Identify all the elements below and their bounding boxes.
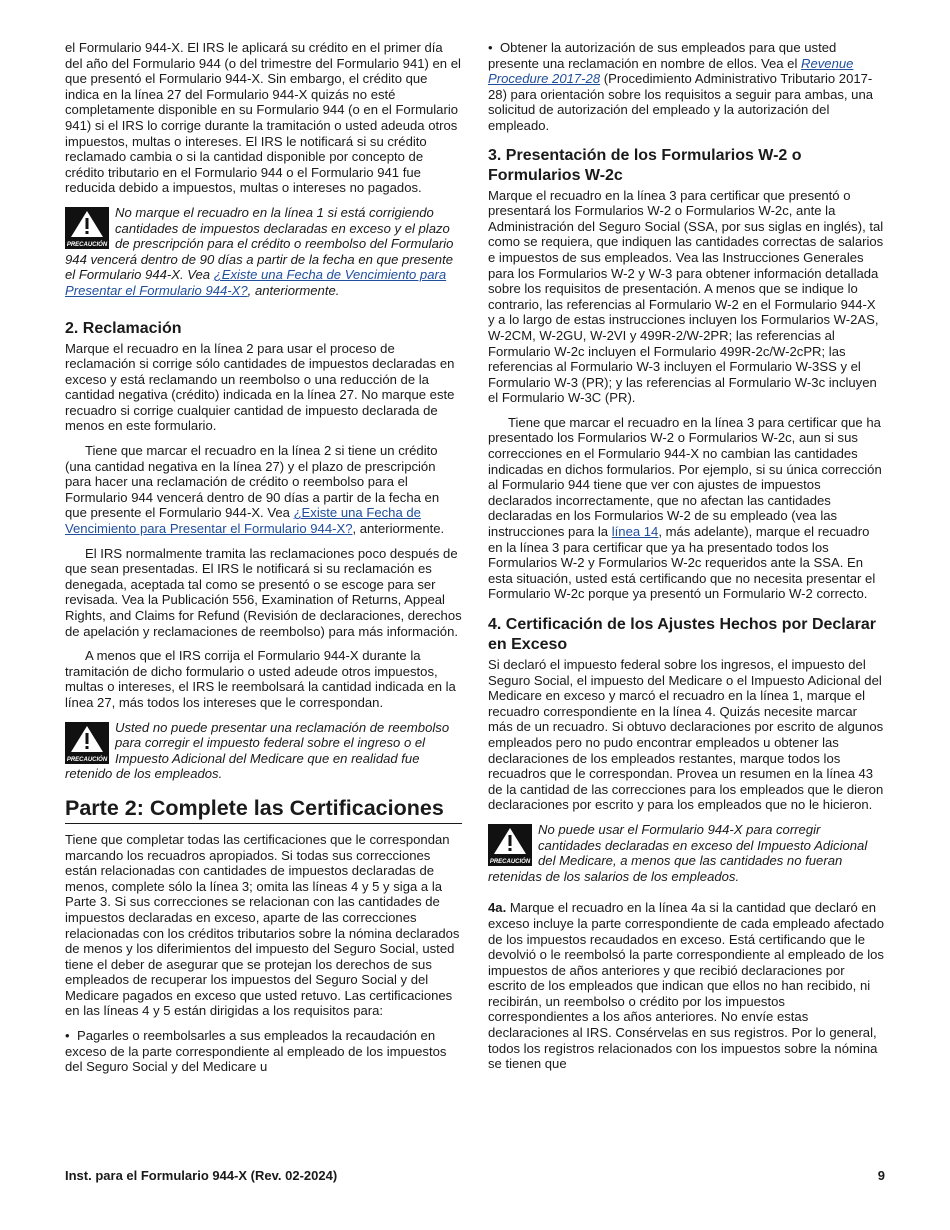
reclamacion-paragraph-2: [65, 443, 462, 537]
caution-tail-1: , anteriormente.: [247, 282, 340, 298]
bullet-text-2-tail: (Procedimiento Administrativo Tributario 2017-28) para orientación sobre los requisitos a seguir para ambas, una solicitud de autorización del empleado y la autorización del empleado.: [488, 71, 874, 133]
left-column: [65, 40, 462, 1079]
linea-4a-paragraph: [488, 900, 885, 1072]
presentacion-paragraph-1: Marque el recuadro en la línea 3 para certificar que presentó o presentará los Formularios W-2 o Formularios W-2c, ante la Administración del Seguro Social (SSA, por sus siglas en inglés), tal como se requiera, que indiquen las cantidades correctas de salarios e impuestos de sus empleados. Vea las Instrucciones Generales para los Formularios W-2 y W-3 para obtener información detallada sobre los requisitos de presentación. A menos que se indique lo contrario, las referencias al Formulario W-2 en el Formulario 944-X y a lo largo de estas instrucciones incluyen los Formularios W-2AS, W-2CM, W-2GU, W-2VI y 499R-2/W-2PR; las referencias al Formulario W-2c incluyen el Formulario 499R-2c/W-2cPR; las referencias al Formulario W-3 incluyen el Formulario W-3SS y el Formulario W-3 (PR); y las referencias al Formulario W-3c incluyen el Formulario W-3C (PR).: [488, 187, 884, 406]
caution-icon: [65, 207, 109, 249]
caution-icon: [65, 722, 109, 764]
reclamacion-paragraph-3: El IRS normalmente tramita las reclamaciones poco después de que sean presentadas. El IRS le notificará si su reclamación es denegada, aceptada tal como se presentó o se escoge para ser revisada. Vea la Publicación 556, Examination of Returns, Appeal Rights, and Claims for Refund (Revisión de declaraciones, derechos de apelación y reclamaciones de reembolso) para más información.: [65, 545, 462, 639]
bullet-item-2: [488, 40, 885, 134]
right-column: [488, 40, 885, 1081]
caution-icon: [488, 824, 532, 866]
heading-parte-2: Parte 2: Complete las Certificaciones: [65, 794, 462, 824]
caution-text-2: Usted no puede presentar una reclamación de reembolso para corregir el impuesto federal sobre el ingreso o el Impuesto Adicional del Medicare que en realidad fue retenido de los empleados.: [65, 719, 450, 782]
bullet-icon: •: [488, 40, 493, 55]
bullet-text-2: Obtener la autorización de sus empleados para que usted presente una reclamación en nombre de ellos. Vea el: [488, 40, 837, 71]
bullet-item-1: [65, 1028, 462, 1075]
svg-text:PRECAUCIÓN: PRECAUCIÓN: [489, 858, 531, 865]
bullet-text-1: Pagarles o reembolsarles a sus empleados la recaudación en exceso de la parte correspondiente al empleado de los impuestos del Seguro Social y del Medicare u: [65, 1028, 447, 1075]
caution-note-3: [488, 822, 885, 884]
reclamacion-paragraph-2-tail: , anteriormente.: [352, 521, 445, 537]
heading-certificacion: 4. Certificación de los Ajustes Hechos por Declarar en Exceso: [488, 616, 876, 653]
svg-text:PRECAUCIÓN: PRECAUCIÓN: [66, 756, 108, 763]
presentacion-paragraph-2-tail: , más adelante), marque el recuadro en la línea 3 para certificar que ya ha presentado todos los Formularios W-2 y Formularios W-2c requeridos ante la SSA. En esta situación, usted está certificando que no necesita presentar el Formulario W-2c porque ya presentó un Formulario W-2 correcto.: [488, 524, 876, 602]
bullet-icon: •: [65, 1028, 70, 1044]
caution-text-3: No puede usar el Formulario 944-X para corregir cantidades declaradas en exceso del Impuesto Adicional del Medicare, a menos que las cantidades no fueran retenidas de los salarios de los empleados.: [488, 821, 868, 884]
caution-text-1: No marque el recuadro en la línea 1 si está corrigiendo cantidades de impuestos declaradas en exceso y el plazo de prescripción para el crédito o reembolso del Formulario 944 vencerá dentro de 90 días a partir de la fecha en que presente el Formulario 944-X. Vea: [65, 204, 454, 283]
heading-reclamacion: 2. Reclamación: [65, 319, 182, 337]
caution-note-2: [65, 720, 462, 782]
footer-title: Inst. para el Formulario 944-X (Rev. 02-2024): [65, 1168, 338, 1183]
reclamacion-paragraph-2-text: Tiene que marcar el recuadro en la línea 2 si tiene un crédito (una cantidad negativa en la línea 27) y el plazo de prescripción para hacer una reclamación de crédito o reembolso para el Formulario 944 vencerá dentro de 90 días a partir de la fecha en que presente el Formulario 944-X. Vea: [65, 443, 440, 521]
due-date-link-2[interactable]: ¿Existe una Fecha de Vencimiento para Presentar el Formulario 944-X?: [65, 505, 421, 537]
due-date-link-1[interactable]: ¿Existe una Fecha de Vencimiento para Presentar el Formulario 944-X?: [65, 267, 447, 298]
parte-2-paragraph: Tiene que completar todas las certificaciones que le correspondan marcando los recuadros apropiados. Si todas sus correcciones están relacionadas con cantidades de impuestos declaradas de menos, complete sólo la línea 3; omita las líneas 4 y 5 y siga a la Parte 3. Si sus correcciones se relacionan con las cantidades de impuestos declaradas en exceso, aparte de las correcciones relacionadas con los créditos tributarios sobre la nómina declarados de menos y los diferimientos del impuesto del Seguro Social, usted tiene el deber de asegurar que se protejan los derechos de sus empleados de recuperar los impuestos del Seguro Social y del Medicare pagados en exceso que usted retuvo. Las certificaciones en las líneas 4 y 5 están dirigidas a los requisitos para:: [65, 831, 460, 1019]
page-footer: [65, 1168, 885, 1183]
page-number: 9: [877, 1168, 885, 1183]
certificacion-paragraph-1: Si declaró el impuesto federal sobre los ingresos, el impuesto del Seguro Social, el impuesto del Medicare o el Impuesto Adicional del Medicare en exceso y marcó el recuadro en la línea 1, marque el recuadro correspondiente en la línea 4. Quizás necesite marcar más de un recuadro. Si obtuvo declaraciones por escrito de algunos empleados pero no pudo encontrar empleados u obtener las declaraciones de los empleados restantes, marque todos los recuadros que le correspondan. Provea un resumen en la línea 43 de la cantidad de las correcciones para los empleados que le dieron declaraciones por escrito y para los empleados que no le hicieron.: [488, 657, 884, 813]
linea-4a-text: Marque el recuadro en la línea 4a si la cantidad que declaró en exceso incluye la parte correspondiente de cada empleado afectado de los impuestos recaudados en exceso. Está certificando que le devolvió o le reembolsó la parte correspondiente al empleado de los impuestos de años anteriores y que recibió declaraciones por escrito de los empleados que indican que ellos no han recibido, ni recibirán, un reembolso o crédito por los impuestos correspondientes a los años anteriores. No envíe estas declaraciones al IRS. Consérvelas en sus registros. Por lo general, todos los registros relacionados con los impuestos sobre la nómina se tienen que: [488, 900, 884, 1072]
svg-text:PRECAUCIÓN: PRECAUCIÓN: [66, 241, 108, 248]
intro-paragraph: el Formulario 944-X. El IRS le aplicará su crédito en el primer día del año del Formulario 944 (o del trimestre del Formulario 941) en el que presentó el Formulario 944-X. Sin embargo, el crédito que indica en la línea 27 del Formulario 944-X quizás no esté completamente disponible en su Formulario 944 (o en el Formulario 941) si el IRS lo corrige durante la tramitación o usted adeuda otros impuestos, multas o intereses. El IRS le notificará si su crédito reclamado cambia o si la cantidad disponible por concepto de crédito tributario en el Formulario 944 o el Formulario 941 fue reducida debido a impuestos, multas o intereses no pagados.: [65, 40, 461, 196]
linea-4a-label: 4a.: [488, 900, 507, 916]
revenue-procedure-link[interactable]: Revenue Procedure 2017-28: [488, 55, 854, 87]
presentacion-paragraph-2-text: Tiene que marcar el recuadro en la línea 3 para certificar que ha presentado los Formularios W-2 o Formularios W-2c, aun si sus correcciones en el Formulario 944-X no cambian las cantidades indicadas en dichos formularios. Por ejemplo, si su única corrección al Formulario 944 tiene que ver con ajustes de impuestos declarados incorrectamente, que no afectan las cantidades declaradas en los Formularios W-2 de su empleado (vea las instrucciones para la: [488, 414, 882, 540]
reclamacion-paragraph-4: A menos que el IRS corrija el Formulario 944-X durante la tramitación de dicho formulario o usted adeude otros impuestos, multas o intereses, el IRS le reembolsará la cantidad indicada en la línea 27, más todos los intereses que le correspondan.: [65, 648, 456, 710]
heading-presentacion: 3. Presentación de los Formularios W-2 o Formularios W-2c: [488, 146, 802, 184]
caution-note-1: [65, 205, 462, 299]
reclamacion-paragraph-1: Marque el recuadro en la línea 2 para usar el proceso de reclamación si corrige sólo cantidades de impuestos declaradas en exceso y está reclamando un reembolso o una reducción de la cantidad negativa (crédito) indicada en la línea 27. No marque este recuadro si corrige cualquier cantidad de impuesto declarada de menos en este formulario.: [65, 340, 455, 434]
presentacion-paragraph-2: [488, 415, 885, 602]
linea-14-link[interactable]: línea 14: [611, 524, 659, 540]
